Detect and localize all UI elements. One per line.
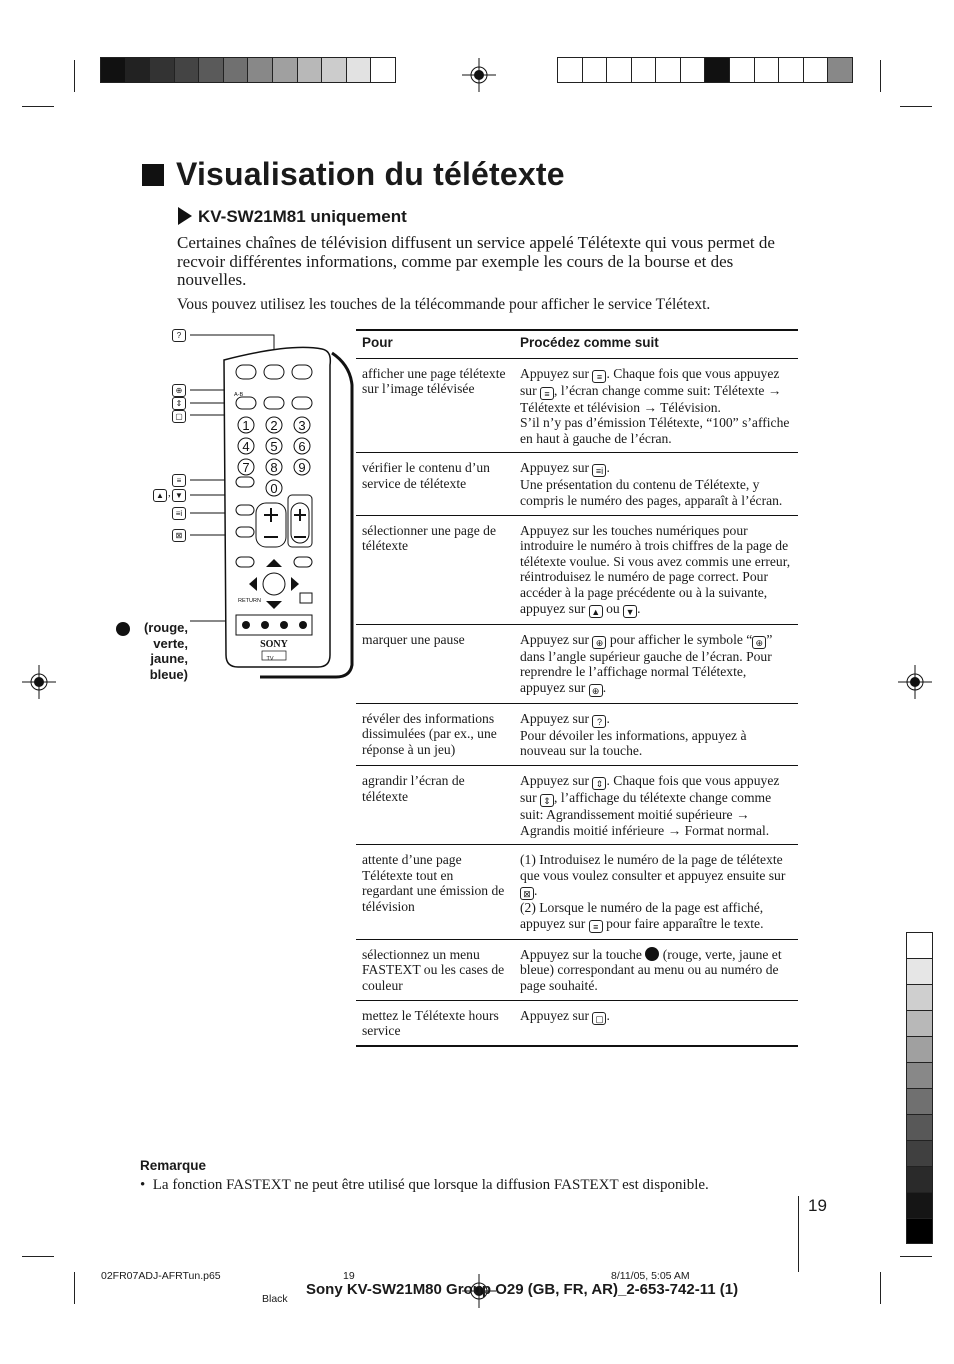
action-cell: attente d’une page Télétexte tout en regardant une émission de télévision xyxy=(356,845,514,940)
table-row xyxy=(356,1000,798,1046)
color-swatch xyxy=(632,58,657,82)
action-cell: agrandir l’écran de télétexte xyxy=(356,765,514,844)
crop-mark xyxy=(880,1272,881,1304)
comma-separator: , xyxy=(168,487,171,499)
timer-icon: ⊠ xyxy=(172,529,186,542)
color-swatch xyxy=(906,1218,933,1244)
table-row xyxy=(356,515,798,624)
color-swatch xyxy=(347,58,372,82)
color-swatch xyxy=(558,58,583,82)
color-swatch xyxy=(273,58,298,82)
timer-icon: ⊠ xyxy=(520,887,534,900)
color-bar-right xyxy=(557,57,853,83)
color-swatch xyxy=(730,58,755,82)
teletext-icon: ≡ xyxy=(540,387,554,400)
ab-label: A-B xyxy=(234,392,244,398)
color-bar-vertical xyxy=(906,932,933,1244)
color-button-icon xyxy=(645,947,659,961)
color-swatch xyxy=(101,58,126,82)
teletext-icon: ≡ xyxy=(172,474,186,487)
column-header-procedez: Procédez comme suit xyxy=(514,330,798,358)
square-bullet-icon xyxy=(142,164,164,186)
steps-cell: (1) Introduisez le numéro de la page de télétexte que vous voulez consulter et appuyez ensuite sur ⊠ . (2) Lorsque le numéro de la page est affiché, appuyez sur ≡ pour faire apparaître le texte. xyxy=(514,845,798,940)
digit-7: 7 xyxy=(242,460,250,475)
color-swatch xyxy=(371,58,395,82)
steps-cell: Appuyez sur ≡ . Chaque fois que vous appuyez sur ≡ , l’écran change comme suit: Télétexte → Télétexte et télévision → Télévision. S’il n’y pas d’émission Télétexte, “100” s’affiche en haut à gauche de l’écran. xyxy=(514,358,798,453)
crop-mark xyxy=(22,106,54,107)
action-cell: mettez le Télétexte hours service xyxy=(356,1000,514,1046)
reveal-icon: ? xyxy=(172,329,186,342)
steps-cell: Appuyez sur ? . Pour dévoiler les informations, appuyez à nouveau sur la touche. xyxy=(514,703,798,765)
color-swatch xyxy=(199,58,224,82)
color-swatch xyxy=(755,58,780,82)
intro-paragraph: Certaines chaînes de télévision diffusent un service appelé Télétexte qui vous permet de recvoir différentes informations, comme par exemple les cours de la bourse et des nouvelles. xyxy=(177,233,775,289)
color-swatch xyxy=(681,58,706,82)
digit-6: 6 xyxy=(298,439,306,454)
footer-model: Sony KV-SW21M80 Group O29 (GB, FR, AR)_2-653-742-11 (1) xyxy=(306,1281,739,1298)
crop-mark xyxy=(880,60,881,92)
page-up-icon: ▲ xyxy=(589,605,603,618)
footer-black: Black xyxy=(262,1293,288,1305)
brand-logo: SONY xyxy=(260,639,288,650)
instruction-table xyxy=(356,329,798,1047)
digit-9: 9 xyxy=(298,460,306,475)
index-icon: ≡i xyxy=(592,464,606,477)
page-number: 19 xyxy=(808,1196,827,1215)
color-swatch xyxy=(298,58,323,82)
registration-mark-icon xyxy=(462,58,496,92)
page-down-icon: ▼ xyxy=(172,489,186,502)
action-cell: afficher une page télétexte sur l’image télévisée xyxy=(356,358,514,453)
color-buttons-label: (rouge, verte, jaune, bleue) xyxy=(143,620,188,682)
table-row xyxy=(356,703,798,765)
tv-label: TV xyxy=(266,656,274,662)
steps-cell: Appuyez sur les touches numériques pour introduire le numéro à trois chiffres de la page de télétexte voulue. Si vous avez commis une erreur, réintroduisez le numéro de page correct. Pour accéder à la page précédente ou à la suivante, appuyez sur ▲ ou ▼ . xyxy=(514,515,798,624)
section-subtitle: KV-SW21M81 uniquement xyxy=(178,207,407,227)
note-heading: Remarque xyxy=(140,1158,207,1173)
column-header-pour: Pour xyxy=(356,330,514,358)
color-swatch xyxy=(322,58,347,82)
teletext-icon: ≡ xyxy=(589,920,603,933)
hold-icon: ⊕ xyxy=(752,636,766,649)
digit-2: 2 xyxy=(270,418,278,433)
color-swatch xyxy=(828,58,852,82)
table-row xyxy=(356,358,798,453)
color-swatch xyxy=(779,58,804,82)
color-swatch xyxy=(705,58,730,82)
crop-mark xyxy=(798,1196,799,1272)
table-row xyxy=(356,453,798,515)
enlarge-icon: ⇕ xyxy=(540,794,554,807)
color-swatch xyxy=(583,58,608,82)
triangle-bullet-icon xyxy=(178,207,192,225)
digit-1: 1 xyxy=(242,418,250,433)
crop-mark xyxy=(74,60,75,92)
digit-4: 4 xyxy=(242,439,250,454)
cancel-icon: ▢ xyxy=(172,410,186,423)
table-row xyxy=(356,939,798,1000)
table-row xyxy=(356,845,798,940)
footer-file: 02FR07ADJ-AFRTun.p65 xyxy=(101,1270,221,1282)
enlarge-icon: ⇕ xyxy=(172,397,186,410)
digit-8: 8 xyxy=(270,460,278,475)
digit-5: 5 xyxy=(270,439,278,454)
crop-mark xyxy=(22,1256,54,1257)
steps-cell: Appuyez sur ⇕ . Chaque fois que vous appuyez sur ⇕ , l’affichage du télétexte change comme suit: Agrandissement moitié supérieure → Agrandis moitié inférieure → Format normal. xyxy=(514,765,798,844)
table-header-row xyxy=(356,330,798,358)
color-swatch xyxy=(175,58,200,82)
color-swatch xyxy=(906,1036,933,1062)
action-cell: vérifier le contenu d’un service de télétexte xyxy=(356,453,514,515)
table-row xyxy=(356,765,798,844)
reveal-icon: ? xyxy=(592,715,606,728)
hold-icon: ⊕ xyxy=(172,384,186,397)
color-swatch xyxy=(906,1166,933,1192)
steps-cell: Appuyez sur ≡i . Une présentation du contenu de Télétexte, y compris le numéro des pages, apparaît à l’écran. xyxy=(514,453,798,515)
registration-mark-icon xyxy=(22,665,56,699)
color-swatch xyxy=(906,1192,933,1218)
color-swatch xyxy=(126,58,151,82)
color-swatch xyxy=(906,1140,933,1166)
index-icon: ≡i xyxy=(172,507,186,520)
crop-mark xyxy=(900,1256,932,1257)
footer-page: 19 xyxy=(343,1270,355,1282)
color-swatch xyxy=(906,1114,933,1140)
color-swatch xyxy=(224,58,249,82)
color-swatch xyxy=(150,58,175,82)
color-swatch xyxy=(248,58,273,82)
color-swatch xyxy=(906,1088,933,1114)
action-cell: sélectionnez un menu FASTEXT ou les cases de couleur xyxy=(356,939,514,1000)
action-cell: marquer une pause xyxy=(356,624,514,703)
action-cell: révéler des informations dissimulées (par ex., une réponse à un jeu) xyxy=(356,703,514,765)
steps-cell: Appuyez sur la touche (rouge, verte, jaune et bleue) correspondant au menu ou au numéro de page souhaité. xyxy=(514,939,798,1000)
color-swatch xyxy=(656,58,681,82)
registration-mark-icon xyxy=(898,665,932,699)
color-swatch xyxy=(804,58,829,82)
page-down-icon: ▼ xyxy=(623,605,637,618)
enlarge-icon: ⇕ xyxy=(592,777,606,790)
color-bar-left xyxy=(100,57,396,83)
color-swatch xyxy=(906,1010,933,1036)
return-label: RETURN xyxy=(238,598,261,604)
action-cell: sélectionner une page de télétexte xyxy=(356,515,514,624)
crop-mark xyxy=(900,106,932,107)
teletext-icon: ≡ xyxy=(592,370,606,383)
hold-icon: ⊕ xyxy=(589,684,603,697)
table-row xyxy=(356,624,798,703)
hold-icon: ⊕ xyxy=(592,636,606,649)
digit-3: 3 xyxy=(298,418,306,433)
cancel-icon: ▢ xyxy=(592,1012,606,1025)
page-up-icon: ▲ xyxy=(153,489,167,502)
intro-paragraph-2: Vous pouvez utilisez les touches de la télécommande pour afficher le service Télétext. xyxy=(177,296,711,313)
color-swatch xyxy=(906,932,933,958)
color-swatch xyxy=(906,984,933,1010)
steps-cell: Appuyez sur ⊕ pour afficher le symbole “ ⊕ ” dans l’angle supérieur gauche de l’écran. Pour reprendre le l’affichage normal Télétexte, appuyez sur ⊕ . xyxy=(514,624,798,703)
footer-date: 8/11/05, 5:05 AM xyxy=(611,1270,690,1282)
color-swatch xyxy=(906,1062,933,1088)
note-text: • La fonction FASTEXT ne peut être utilisé que lorsque la diffusion FASTEXT est disponible. xyxy=(140,1177,709,1193)
digit-0: 0 xyxy=(270,481,278,496)
steps-cell: Appuyez sur ▢ . xyxy=(514,1000,798,1046)
color-swatch xyxy=(607,58,632,82)
crop-mark xyxy=(74,1272,75,1304)
page-title: Visualisation du télétexte xyxy=(142,156,565,193)
color-swatch xyxy=(906,958,933,984)
